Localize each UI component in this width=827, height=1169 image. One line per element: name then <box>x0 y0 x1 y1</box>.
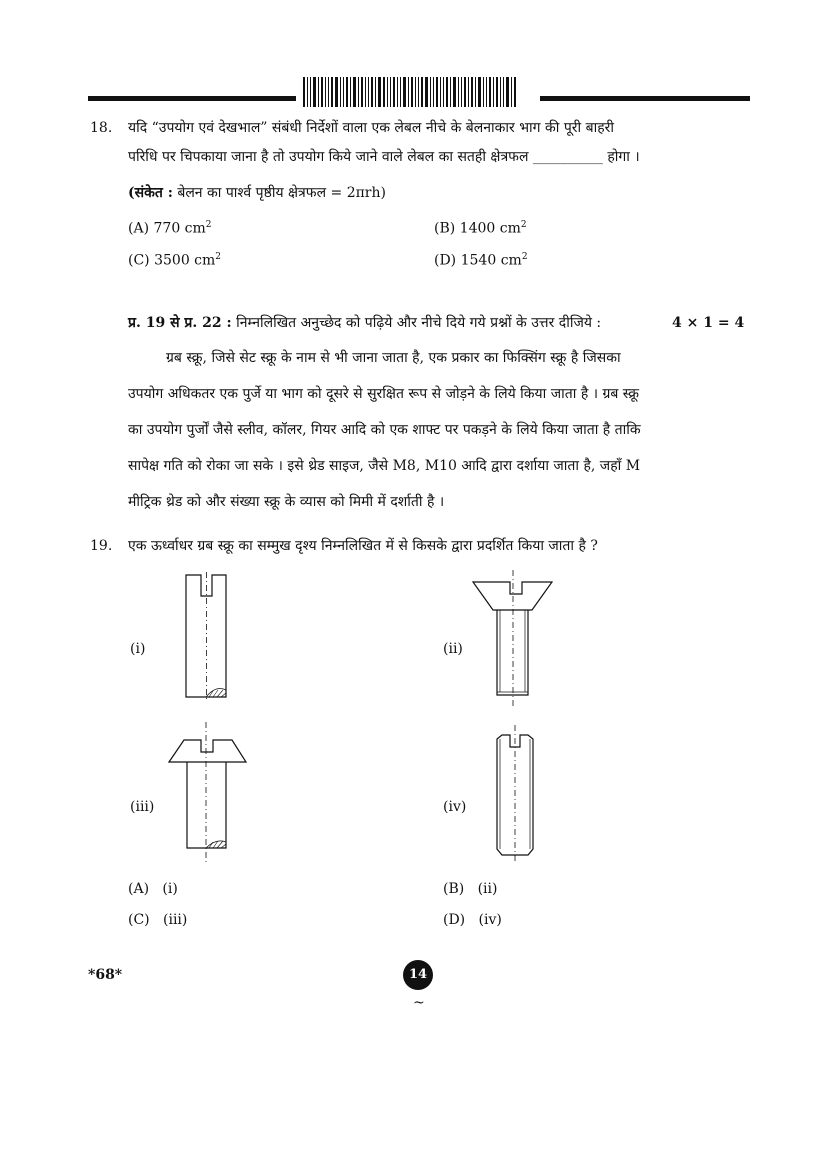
q18-option-d[interactable] <box>434 252 528 269</box>
barcode-bar <box>390 77 391 107</box>
barcode-bar <box>415 77 416 107</box>
option-sup: 2 <box>520 220 527 230</box>
figure-iii-drawing <box>162 722 252 862</box>
q18-hint-label: (संकेत : <box>128 185 173 201</box>
barcode-bar <box>387 77 388 107</box>
barcode-bar <box>400 77 401 107</box>
barcode-bar <box>421 77 423 107</box>
option-label: (C) <box>128 252 150 269</box>
barcode-bar <box>313 77 316 107</box>
barcode-bar <box>365 77 366 107</box>
barcode-bar <box>303 77 305 107</box>
barcode-bar <box>503 77 504 107</box>
barcode-bar <box>328 77 329 107</box>
barcode-bar <box>511 77 512 107</box>
q19-option-a[interactable] <box>128 881 178 897</box>
q18-hint <box>128 184 386 202</box>
option-label: (A) <box>128 881 150 897</box>
option-label: (D) <box>434 252 457 269</box>
figure-label-i: (i) <box>130 641 146 657</box>
barcode-bar <box>321 77 323 107</box>
option-value: 3500 cm <box>154 252 216 269</box>
barcode-bar <box>489 77 491 107</box>
option-label: (A) <box>128 220 150 237</box>
q18-number: 18. <box>90 120 113 136</box>
passage-heading <box>128 314 601 332</box>
barcode-bar <box>418 77 419 107</box>
q18-option-a[interactable] <box>128 220 212 237</box>
q19-option-b[interactable] <box>443 881 497 897</box>
barcode-bar <box>340 77 341 107</box>
figure-iv-drawing <box>490 725 550 861</box>
barcode-bar <box>371 77 373 107</box>
option-value: 1540 cm <box>460 252 522 269</box>
passage-body <box>128 340 718 520</box>
barcode-bar <box>461 77 462 107</box>
barcode-bar <box>496 77 498 107</box>
barcode-bar <box>506 77 509 107</box>
page-number-badge: 14 <box>403 960 433 990</box>
barcode-bar <box>483 77 484 107</box>
figure-ii-drawing <box>470 570 560 706</box>
barcode-bar <box>440 77 441 107</box>
barcode-bar <box>493 77 494 107</box>
footer-tilde: ~ <box>413 995 425 1011</box>
q19-option-d[interactable] <box>443 912 502 928</box>
barcode-bar <box>478 77 481 107</box>
passage-line: उपयोग अधिकतर एक पुर्जे या भाग को दूसरे से सुरक्षित रूप से जोड़ने के लिये किया जाता है । ग्रब स्क्रू <box>128 386 640 402</box>
passage-line: ग्रब स्क्रू, जिसे सेट स्क्रू के नाम से भी जाना जाता है, एक प्रकार का फिक्सिंग स्क्रू है जिसका <box>166 350 621 366</box>
barcode-bar <box>471 77 473 107</box>
barcode-bar <box>475 77 476 107</box>
barcode-bar <box>446 77 448 107</box>
q18-option-c[interactable] <box>128 252 221 269</box>
barcode-bar <box>325 77 326 107</box>
q18-hint-text: बेलन का पार्श्व पृष्ठीय क्षेत्रफल = 2πrh) <box>172 185 386 201</box>
header-rule-right <box>540 96 750 101</box>
option-sup: 2 <box>215 252 222 262</box>
barcode-bar <box>453 77 456 107</box>
q19-option-c[interactable] <box>128 912 187 928</box>
barcode-bar <box>486 77 487 107</box>
barcode-bar <box>358 77 359 107</box>
option-value: 1400 cm <box>459 220 521 237</box>
barcode-bar <box>353 77 356 107</box>
barcode-bar <box>430 77 431 107</box>
option-label: (C) <box>128 912 150 928</box>
barcode-bar <box>425 77 428 107</box>
option-label: (B) <box>434 220 456 237</box>
barcode-bar <box>307 77 308 107</box>
barcode-bar <box>378 77 381 107</box>
q19-number: 19. <box>90 538 113 554</box>
barcode-bar <box>464 77 466 107</box>
barcode-bar <box>318 77 319 107</box>
barcode-bar <box>375 77 376 107</box>
barcode-bar <box>458 77 459 107</box>
barcode-bar <box>397 77 398 107</box>
figure-label-iii: (iii) <box>130 799 155 815</box>
barcode-bar <box>433 77 434 107</box>
q18-option-b[interactable] <box>434 220 527 237</box>
barcode-bar <box>343 77 344 107</box>
q19-text: एक ऊर्ध्वाधर ग्रब स्क्रू का सम्मुख दृश्य निम्नलिखित में से किसके द्वारा प्रदर्शित किया जाता है ? <box>128 538 598 554</box>
barcode-bar <box>346 77 348 107</box>
barcode-bar <box>468 77 469 107</box>
figure-i-drawing <box>180 572 240 702</box>
option-value: (ii) <box>477 881 498 897</box>
barcode-bar <box>383 77 385 107</box>
passage-marks: 4 × 1 = 4 <box>672 315 745 331</box>
option-sup: 2 <box>521 252 528 262</box>
barcode-bar <box>310 77 311 107</box>
passage-heading-text: निम्नलिखित अनुच्छेद को पढ़िये और नीचे दिये गये प्रश्नों के उत्तर दीजिये : <box>231 315 602 331</box>
footer-code: *68* <box>88 967 123 983</box>
header-rule-left <box>88 96 296 101</box>
barcode-bar <box>368 77 369 107</box>
barcode-bar <box>514 77 516 107</box>
barcode-bar <box>411 77 413 107</box>
passage-line: सापेक्ष गति को रोका जा सके । इसे थ्रेड साइज, जैसे M8, M10 आदि द्वारा दर्शाया जाता है, जहाँ M <box>128 458 641 474</box>
barcode-bar <box>436 77 438 107</box>
option-value: 770 cm <box>153 220 206 237</box>
passage-line: का उपयोग पुर्जों जैसे स्लीव, कॉलर, गियर आदि को एक शाफ्ट पर पकड़ने के लिये किया जाता है ताकि <box>128 422 641 438</box>
barcode-bar <box>500 77 501 107</box>
option-value: (iii) <box>163 912 188 928</box>
passage-heading-bold: प्र. 19 से प्र. 22 : <box>128 315 232 331</box>
barcode-bar <box>361 77 363 107</box>
figure-label-iv: (iv) <box>443 799 467 815</box>
q18-line2: परिधि पर चिपकाया जाना है तो उपयोग किये जाने वाले लेबल का सतही क्षेत्रफल __________ होगा । <box>128 149 640 165</box>
barcode-bar <box>331 77 333 107</box>
barcode <box>303 77 535 107</box>
option-sup: 2 <box>205 220 212 230</box>
barcode-bar <box>403 77 406 107</box>
barcode-bar <box>393 77 395 107</box>
q18-line1: यदि “उपयोग एवं देखभाल” संबंधी निर्देशों वाला एक लेबल नीचे के बेलनाकार भाग की पूरी बाहरी <box>128 120 615 136</box>
barcode-bar <box>335 77 338 107</box>
barcode-bar <box>350 77 351 107</box>
figure-label-ii: (ii) <box>443 641 463 657</box>
barcode-bar <box>450 77 451 107</box>
option-value: (iv) <box>478 912 502 928</box>
passage-line: मीट्रिक थ्रेड को और संख्या स्क्रू के व्यास को मिमी में दर्शाती है । <box>128 494 445 510</box>
option-label: (B) <box>443 881 465 897</box>
barcode-bar <box>408 77 409 107</box>
option-label: (D) <box>443 912 466 928</box>
option-value: (i) <box>162 881 178 897</box>
barcode-bar <box>443 77 444 107</box>
